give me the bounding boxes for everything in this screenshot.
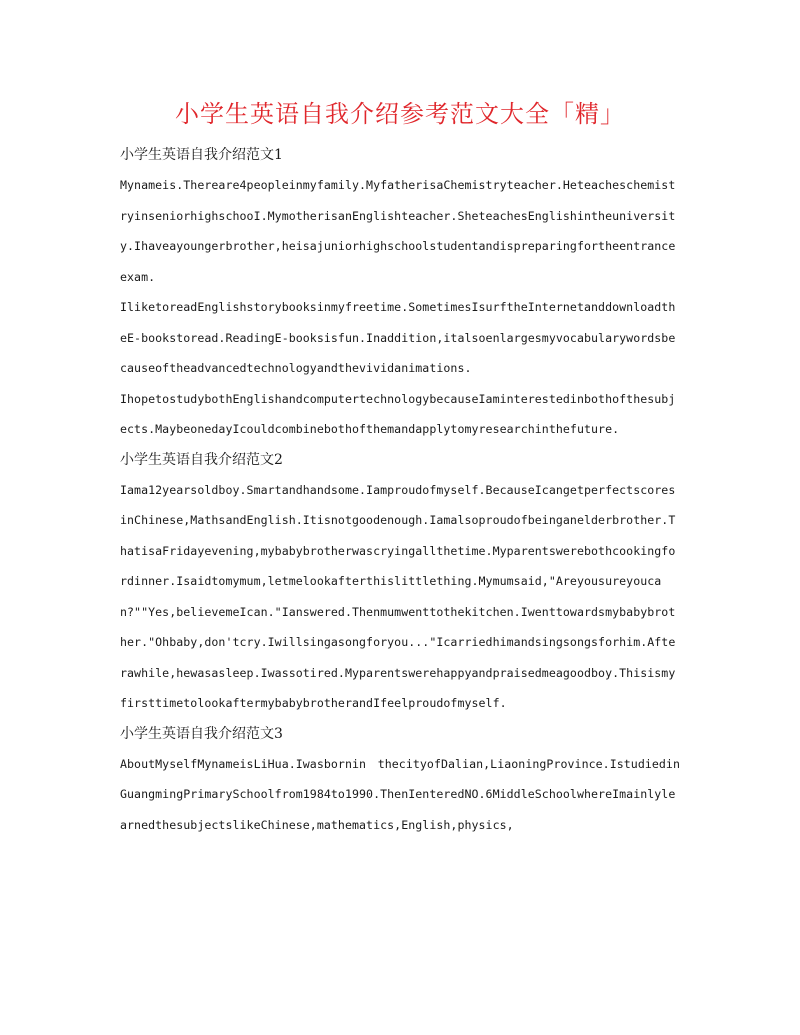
section-3 [120,719,680,841]
section-2 [120,445,680,719]
paragraph: AboutMyselfMynameisLiHua.Iwasbornin thecityofDalian,LiaoningProvince.IstudiedinGuangmingPrimarySchoolfrom1984to1990.ThenIenteredNO.6MiddleSchoolwhereImainlylearnedthesubjectslikeChinese,mathematics,English,physics, [120,756,680,832]
paragraph: Mynameis.Thereare4peopleinmyfamily.MyfatherisaChemistryteacher.HeteacheschemistryinseniorhighschooI.MymotherisanEnglishteacher.SheteachesEnglishintheuniversity.Ihaveayoungerbrother,heisajuniorhighschoolstudentandispreparingfortheentranceexam. [120,178,676,284]
document-title: 小学生英语自我介绍参考范文大全「精」 [175,100,625,128]
paragraph: IliketoreadEnglishstorybooksinmyfreetime.SometimesIsurftheInternetanddownloadtheE-bookstoread.ReadingE-booksisfun.Inaddition,italsoenlargesmyvocabularywordsbecauseoftheadvancedtechnologyandthevividanimations. [120,300,676,375]
section-1 [120,140,680,445]
section-heading: 小学生英语自我介绍范文2 [120,451,283,468]
paragraph: Iama12yearsoldboy.Smartandhandsome.Iamproudofmyself.BecauseIcangetperfectscoresinChinese,MathsandEnglish.Itisnotgoodenough.Iamalsoproudofbeinganelderbrother.ThatisaFridayevening,mybabybrotherwascryingallthetime.Myparentswerebothcookingfordinner.Isaidtomymum,letmelookafterthislittlething.Mymumsaid,"Areyousureyoucan?""Yes,believemeIcan."Ianswered.Thenmumwenttothekitchen.Iwenttowardsmybabybrother."Ohbaby,don'tcry.Iwillsingasongforyou..."Icarriedhimandsingsongsforhim.Afterawhile,hewasasleep.Iwassotired.Myparentswerehappyandpraisedmeagoodboy.ThisismyfirsttimetolookaftermybabybrotherandIfeelproudofmyself. [120,482,676,710]
paragraph: IhopetostudybothEnglishandcomputertechnologybecauseIaminterestedinbothofthesubjects.MaybeonedayIcouldcombinebothofthemandapplytomyresearchinthefuture. [120,391,676,436]
section-heading: 小学生英语自我介绍范文1 [120,147,283,163]
section-heading: 小学生英语自我介绍范文3 [120,725,283,742]
document-page [120,96,680,840]
